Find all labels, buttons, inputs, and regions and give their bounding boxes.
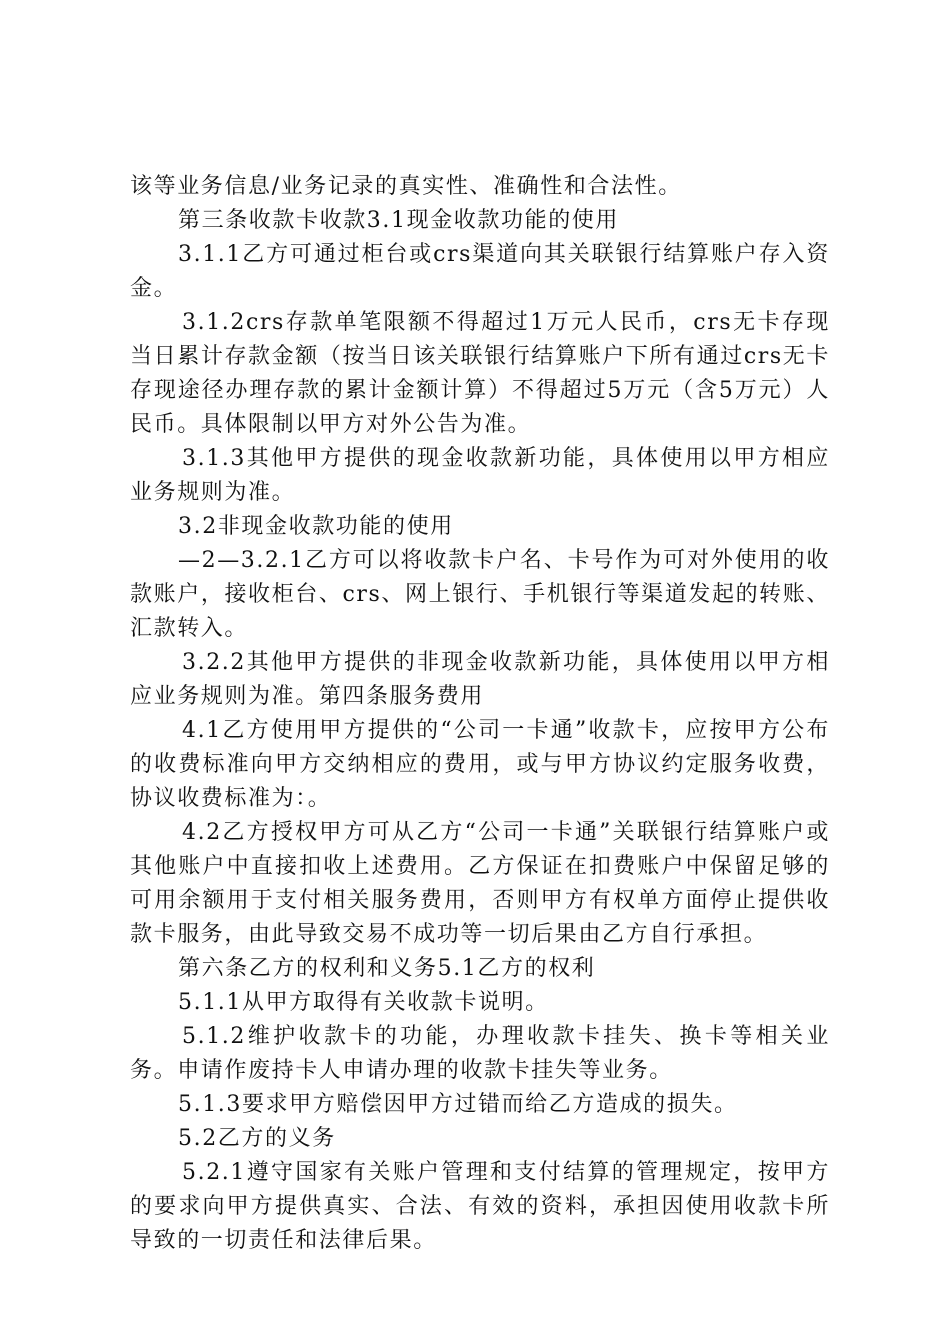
- clause-5-2-1: 5.2.1遵守国家有关账户管理和支付结算的管理规定，按甲方的要求向甲方提供真实、合法、有效的资料，承担因使用收款卡所导致的一切责任和法律后果。: [130, 1160, 830, 1253]
- clause-3-1-2: 3.1.2crs存款单笔限额不得超过1万元人民币，crs无卡存现当日累计存款金额（按当日该关联银行结算账户下所有通过crs无卡存现途径办理存款的累计金额计算）不得超过5万元（含5万元）人民币。具体限制以甲方对外公告为准。: [130, 310, 830, 437]
- clause-5-1-2: 5.1.2维护收款卡的功能，办理收款卡挂失、换卡等相关业务。申请作废持卡人申请办理的收款卡挂失等业务。: [130, 1024, 830, 1083]
- section-heading-article-3: 第三条收款卡收款3.1现金收款功能的使用: [178, 208, 619, 233]
- clause-3-2-heading: 3.2非现金收款功能的使用: [178, 514, 454, 539]
- clause-4-2: 4.2乙方授权甲方可从乙方“公司一卡通”关联银行结算账户或其他账户中直接扣收上述费用。乙方保证在扣费账户中保留足够的可用余额用于支付相关服务费用，否则甲方有权单方面停止提供收款卡服务，由此导致交易不成功等一切后果由乙方自行承担。: [130, 820, 830, 947]
- clause-3-1-3: 3.1.3其他甲方提供的现金收款新功能，具体使用以甲方相应业务规则为准。: [130, 446, 830, 505]
- clause-3-1-1: 3.1.1乙方可通过柜台或crs渠道向其关联银行结算账户存入资金。: [130, 242, 830, 301]
- section-heading-article-6: 第六条乙方的权利和义务5.1乙方的权利: [178, 956, 596, 981]
- clause-3-2-2: 3.2.2其他甲方提供的非现金收款新功能，具体使用以甲方相应业务规则为准。第四条服务费用: [130, 650, 830, 709]
- clause-5-2-heading: 5.2乙方的义务: [178, 1126, 336, 1151]
- clause-4-1: 4.1乙方使用甲方提供的“公司一卡通”收款卡，应按甲方公布的收费标准向甲方交纳相应的费用，或与甲方协议约定服务收费，协议收费标准为：。: [130, 718, 830, 811]
- clause-5-1-3: 5.1.3要求甲方赔偿因甲方过错而给乙方造成的损失。: [178, 1092, 738, 1117]
- paragraph-continuation: 该等业务信息/业务记录的真实性、准确性和合法性。: [130, 174, 682, 199]
- clause-5-1-1: 5.1.1从甲方取得有关收款卡说明。: [178, 990, 549, 1015]
- clause-3-2-1: —2—3.2.1乙方可以将收款卡户名、卡号作为可对外使用的收款账户，接收柜台、crs、网上银行、手机银行等渠道发起的转账、汇款转入。: [130, 548, 830, 641]
- document-body: [130, 170, 830, 1258]
